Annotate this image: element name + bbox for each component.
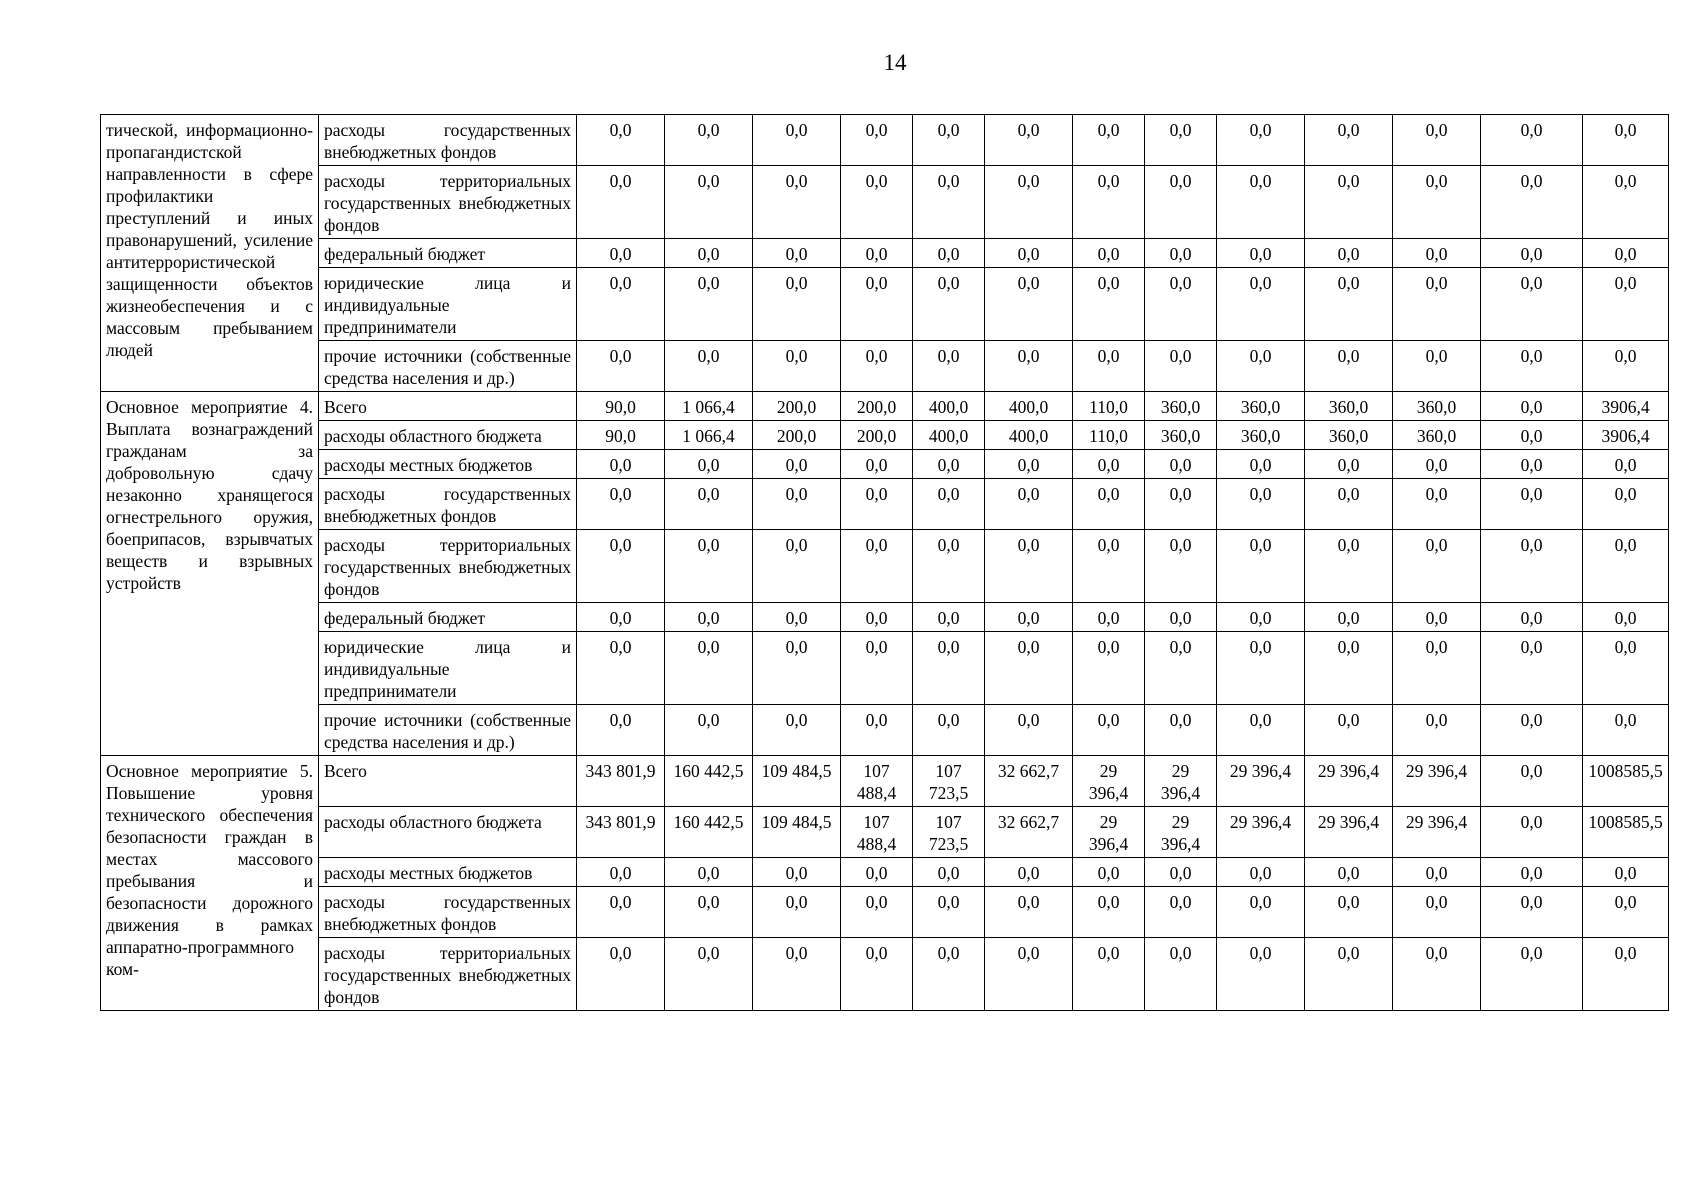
funding-source: расходы государственных внебюджетных фондов bbox=[319, 479, 577, 530]
amount-cell: 0,0 bbox=[577, 705, 665, 756]
page-number: 14 bbox=[883, 50, 907, 75]
amount-cell: 0,0 bbox=[753, 239, 841, 268]
amount-cell: 0,0 bbox=[753, 705, 841, 756]
amount-cell: 0,0 bbox=[1145, 887, 1217, 938]
amount-cell: 0,0 bbox=[913, 632, 985, 705]
amount-cell: 29 396,4 bbox=[1393, 807, 1481, 858]
funding-source: расходы территориальных государственных внебюджетных фондов bbox=[319, 166, 577, 239]
amount-cell: 0,0 bbox=[1583, 603, 1669, 632]
amount-cell: 0,0 bbox=[753, 938, 841, 1011]
amount-cell: 0,0 bbox=[985, 115, 1073, 166]
amount-cell: 0,0 bbox=[1393, 887, 1481, 938]
table-row bbox=[101, 530, 1669, 603]
amount-cell: 0,0 bbox=[1073, 115, 1145, 166]
amount-cell: 0,0 bbox=[1145, 938, 1217, 1011]
amount-cell: 0,0 bbox=[913, 239, 985, 268]
amount-cell: 0,0 bbox=[1305, 239, 1393, 268]
amount-cell: 0,0 bbox=[913, 268, 985, 341]
amount-cell: 0,0 bbox=[577, 268, 665, 341]
amount-cell: 0,0 bbox=[1583, 530, 1669, 603]
amount-cell: 109 484,5 bbox=[753, 756, 841, 807]
amount-cell: 0,0 bbox=[985, 450, 1073, 479]
amount-cell: 0,0 bbox=[1073, 166, 1145, 239]
amount-cell: 0,0 bbox=[1393, 632, 1481, 705]
amount-cell: 160 442,5 bbox=[665, 807, 753, 858]
amount-cell: 0,0 bbox=[1583, 479, 1669, 530]
amount-cell: 1008585,5 bbox=[1583, 807, 1669, 858]
amount-cell: 0,0 bbox=[1217, 450, 1305, 479]
amount-cell: 0,0 bbox=[913, 858, 985, 887]
amount-cell: 0,0 bbox=[665, 938, 753, 1011]
amount-cell: 0,0 bbox=[1073, 268, 1145, 341]
amount-cell: 3906,4 bbox=[1583, 421, 1669, 450]
amount-cell: 400,0 bbox=[913, 392, 985, 421]
amount-cell: 109 484,5 bbox=[753, 807, 841, 858]
amount-cell: 200,0 bbox=[753, 392, 841, 421]
amount-cell: 0,0 bbox=[841, 530, 913, 603]
amount-cell: 107 723,5 bbox=[913, 807, 985, 858]
amount-cell: 0,0 bbox=[1145, 115, 1217, 166]
amount-cell: 0,0 bbox=[1481, 115, 1583, 166]
amount-cell: 0,0 bbox=[1481, 887, 1583, 938]
amount-cell: 90,0 bbox=[577, 421, 665, 450]
amount-cell: 107 488,4 bbox=[841, 807, 913, 858]
amount-cell: 0,0 bbox=[1481, 530, 1583, 603]
table-row bbox=[101, 268, 1669, 341]
amount-cell: 110,0 bbox=[1073, 392, 1145, 421]
amount-cell: 0,0 bbox=[1583, 268, 1669, 341]
table-row bbox=[101, 858, 1669, 887]
amount-cell: 0,0 bbox=[1217, 632, 1305, 705]
amount-cell: 0,0 bbox=[577, 479, 665, 530]
amount-cell: 0,0 bbox=[913, 530, 985, 603]
table-row bbox=[101, 341, 1669, 392]
amount-cell: 0,0 bbox=[913, 887, 985, 938]
amount-cell: 0,0 bbox=[1583, 450, 1669, 479]
amount-cell: 0,0 bbox=[1305, 938, 1393, 1011]
amount-cell: 0,0 bbox=[1145, 603, 1217, 632]
table-row bbox=[101, 938, 1669, 1011]
amount-cell: 0,0 bbox=[665, 166, 753, 239]
amount-cell: 0,0 bbox=[577, 858, 665, 887]
table-row bbox=[101, 450, 1669, 479]
amount-cell: 400,0 bbox=[985, 421, 1073, 450]
amount-cell: 0,0 bbox=[1393, 450, 1481, 479]
funding-source: расходы территориальных государственных внебюджетных фондов bbox=[319, 938, 577, 1011]
amount-cell: 0,0 bbox=[1481, 341, 1583, 392]
table-row bbox=[101, 807, 1669, 858]
amount-cell: 29 396,4 bbox=[1073, 756, 1145, 807]
amount-cell: 0,0 bbox=[1217, 239, 1305, 268]
amount-cell: 0,0 bbox=[1305, 450, 1393, 479]
amount-cell: 1 066,4 bbox=[665, 392, 753, 421]
amount-cell: 0,0 bbox=[1073, 479, 1145, 530]
amount-cell: 0,0 bbox=[753, 887, 841, 938]
amount-cell: 343 801,9 bbox=[577, 756, 665, 807]
amount-cell: 0,0 bbox=[1217, 705, 1305, 756]
funding-source: расходы областного бюджета bbox=[319, 807, 577, 858]
amount-cell: 0,0 bbox=[1481, 239, 1583, 268]
amount-cell: 0,0 bbox=[577, 341, 665, 392]
amount-cell: 0,0 bbox=[753, 479, 841, 530]
amount-cell: 32 662,7 bbox=[985, 756, 1073, 807]
amount-cell: 0,0 bbox=[1305, 887, 1393, 938]
amount-cell: 0,0 bbox=[913, 341, 985, 392]
amount-cell: 0,0 bbox=[1393, 603, 1481, 632]
amount-cell: 360,0 bbox=[1305, 421, 1393, 450]
amount-cell: 0,0 bbox=[1073, 239, 1145, 268]
amount-cell: 29 396,4 bbox=[1305, 756, 1393, 807]
amount-cell: 29 396,4 bbox=[1145, 756, 1217, 807]
funding-source: расходы местных бюджетов bbox=[319, 450, 577, 479]
amount-cell: 0,0 bbox=[1481, 392, 1583, 421]
amount-cell: 0,0 bbox=[1073, 341, 1145, 392]
amount-cell: 400,0 bbox=[913, 421, 985, 450]
amount-cell: 360,0 bbox=[1393, 392, 1481, 421]
funding-source: прочие источники (собственные средства населения и др.) bbox=[319, 705, 577, 756]
amount-cell: 0,0 bbox=[1583, 341, 1669, 392]
amount-cell: 400,0 bbox=[985, 392, 1073, 421]
amount-cell: 0,0 bbox=[985, 268, 1073, 341]
amount-cell: 0,0 bbox=[1305, 858, 1393, 887]
amount-cell: 0,0 bbox=[841, 632, 913, 705]
amount-cell: 0,0 bbox=[1583, 239, 1669, 268]
amount-cell: 3906,4 bbox=[1583, 392, 1669, 421]
funding-source: прочие источники (собственные средства населения и др.) bbox=[319, 341, 577, 392]
funding-source: расходы государственных внебюджетных фондов bbox=[319, 115, 577, 166]
amount-cell: 0,0 bbox=[753, 166, 841, 239]
amount-cell: 90,0 bbox=[577, 392, 665, 421]
amount-cell: 0,0 bbox=[841, 887, 913, 938]
amount-cell: 0,0 bbox=[1217, 530, 1305, 603]
amount-cell: 360,0 bbox=[1305, 392, 1393, 421]
amount-cell: 0,0 bbox=[753, 450, 841, 479]
amount-cell: 0,0 bbox=[753, 268, 841, 341]
amount-cell: 0,0 bbox=[1305, 166, 1393, 239]
amount-cell: 0,0 bbox=[841, 166, 913, 239]
amount-cell: 0,0 bbox=[1481, 450, 1583, 479]
amount-cell: 0,0 bbox=[1217, 887, 1305, 938]
funding-source: Всего bbox=[319, 756, 577, 807]
table-row bbox=[101, 421, 1669, 450]
amount-cell: 0,0 bbox=[1583, 632, 1669, 705]
amount-cell: 0,0 bbox=[665, 603, 753, 632]
financing-table bbox=[100, 114, 1669, 1011]
funding-source: расходы территориальных государственных внебюджетных фондов bbox=[319, 530, 577, 603]
amount-cell: 360,0 bbox=[1217, 392, 1305, 421]
amount-cell: 107 488,4 bbox=[841, 756, 913, 807]
amount-cell: 0,0 bbox=[1073, 858, 1145, 887]
amount-cell: 0,0 bbox=[985, 938, 1073, 1011]
amount-cell: 0,0 bbox=[1305, 341, 1393, 392]
amount-cell: 0,0 bbox=[985, 341, 1073, 392]
amount-cell: 0,0 bbox=[1145, 632, 1217, 705]
amount-cell: 0,0 bbox=[841, 239, 913, 268]
funding-source: федеральный бюджет bbox=[319, 239, 577, 268]
amount-cell: 29 396,4 bbox=[1217, 756, 1305, 807]
amount-cell: 1008585,5 bbox=[1583, 756, 1669, 807]
amount-cell: 0,0 bbox=[985, 530, 1073, 603]
amount-cell: 0,0 bbox=[1217, 603, 1305, 632]
amount-cell: 0,0 bbox=[1305, 479, 1393, 530]
amount-cell: 0,0 bbox=[1217, 268, 1305, 341]
amount-cell: 29 396,4 bbox=[1145, 807, 1217, 858]
funding-source: федеральный бюджет bbox=[319, 603, 577, 632]
amount-cell: 0,0 bbox=[1217, 341, 1305, 392]
amount-cell: 0,0 bbox=[985, 603, 1073, 632]
table-row bbox=[101, 705, 1669, 756]
amount-cell: 0,0 bbox=[1393, 166, 1481, 239]
table-row bbox=[101, 603, 1669, 632]
amount-cell: 0,0 bbox=[1481, 603, 1583, 632]
amount-cell: 0,0 bbox=[577, 938, 665, 1011]
amount-cell: 0,0 bbox=[1583, 938, 1669, 1011]
amount-cell: 0,0 bbox=[1305, 603, 1393, 632]
amount-cell: 32 662,7 bbox=[985, 807, 1073, 858]
table-row bbox=[101, 887, 1669, 938]
amount-cell: 0,0 bbox=[1393, 268, 1481, 341]
amount-cell: 0,0 bbox=[1305, 530, 1393, 603]
amount-cell: 0,0 bbox=[1073, 705, 1145, 756]
funding-source: юридические лица и индивидуальные предприниматели bbox=[319, 632, 577, 705]
amount-cell: 0,0 bbox=[1583, 887, 1669, 938]
amount-cell: 0,0 bbox=[1217, 166, 1305, 239]
amount-cell: 0,0 bbox=[1481, 756, 1583, 807]
amount-cell: 200,0 bbox=[841, 392, 913, 421]
amount-cell: 0,0 bbox=[1481, 705, 1583, 756]
amount-cell: 360,0 bbox=[1145, 421, 1217, 450]
amount-cell: 0,0 bbox=[665, 632, 753, 705]
amount-cell: 0,0 bbox=[1145, 268, 1217, 341]
amount-cell: 0,0 bbox=[985, 887, 1073, 938]
amount-cell: 0,0 bbox=[1217, 115, 1305, 166]
amount-cell: 0,0 bbox=[577, 166, 665, 239]
amount-cell: 0,0 bbox=[1583, 705, 1669, 756]
amount-cell: 0,0 bbox=[1481, 632, 1583, 705]
table-row bbox=[101, 392, 1669, 421]
funding-source: юридические лица и индивидуальные предприниматели bbox=[319, 268, 577, 341]
amount-cell: 29 396,4 bbox=[1393, 756, 1481, 807]
amount-cell: 0,0 bbox=[665, 530, 753, 603]
amount-cell: 0,0 bbox=[985, 705, 1073, 756]
amount-cell: 0,0 bbox=[913, 115, 985, 166]
amount-cell: 0,0 bbox=[665, 887, 753, 938]
amount-cell: 0,0 bbox=[1393, 341, 1481, 392]
amount-cell: 0,0 bbox=[1481, 268, 1583, 341]
amount-cell: 0,0 bbox=[913, 603, 985, 632]
amount-cell: 0,0 bbox=[1393, 115, 1481, 166]
amount-cell: 107 723,5 bbox=[913, 756, 985, 807]
amount-cell: 0,0 bbox=[1145, 341, 1217, 392]
amount-cell: 0,0 bbox=[841, 341, 913, 392]
amount-cell: 200,0 bbox=[753, 421, 841, 450]
amount-cell: 0,0 bbox=[913, 705, 985, 756]
amount-cell: 0,0 bbox=[1145, 705, 1217, 756]
activity-name: Основное мероприятие 4. Выплата вознаграждений гражданам за добровольную сдачу незаконно хранящегося огнестрельного оружия, боеприпасов, взрывчатых веществ и взрывных устройств bbox=[101, 392, 319, 756]
amount-cell: 0,0 bbox=[1393, 479, 1481, 530]
amount-cell: 0,0 bbox=[985, 166, 1073, 239]
activity-name: Основное мероприятие 5. Повышение уровня технического обеспечения безопасности граждан в местах массового пребывания и безопасности дорожного движения в рамках аппаратно-программного ком- bbox=[101, 756, 319, 1011]
amount-cell: 110,0 bbox=[1073, 421, 1145, 450]
amount-cell: 0,0 bbox=[913, 479, 985, 530]
amount-cell: 0,0 bbox=[577, 115, 665, 166]
amount-cell: 0,0 bbox=[753, 341, 841, 392]
amount-cell: 0,0 bbox=[1145, 479, 1217, 530]
amount-cell: 0,0 bbox=[841, 705, 913, 756]
table-row bbox=[101, 115, 1669, 166]
amount-cell: 29 396,4 bbox=[1305, 807, 1393, 858]
amount-cell: 0,0 bbox=[1393, 705, 1481, 756]
amount-cell: 0,0 bbox=[913, 450, 985, 479]
table-row bbox=[101, 166, 1669, 239]
amount-cell: 0,0 bbox=[577, 530, 665, 603]
amount-cell: 0,0 bbox=[985, 858, 1073, 887]
table-row bbox=[101, 756, 1669, 807]
amount-cell: 0,0 bbox=[1145, 858, 1217, 887]
amount-cell: 0,0 bbox=[1481, 858, 1583, 887]
amount-cell: 0,0 bbox=[1145, 239, 1217, 268]
amount-cell: 0,0 bbox=[1217, 858, 1305, 887]
amount-cell: 0,0 bbox=[577, 632, 665, 705]
amount-cell: 0,0 bbox=[753, 632, 841, 705]
amount-cell: 0,0 bbox=[1073, 450, 1145, 479]
amount-cell: 0,0 bbox=[1481, 166, 1583, 239]
amount-cell: 0,0 bbox=[577, 887, 665, 938]
amount-cell: 0,0 bbox=[841, 603, 913, 632]
amount-cell: 0,0 bbox=[577, 239, 665, 268]
amount-cell: 0,0 bbox=[841, 450, 913, 479]
amount-cell: 160 442,5 bbox=[665, 756, 753, 807]
amount-cell: 0,0 bbox=[1583, 858, 1669, 887]
amount-cell: 0,0 bbox=[753, 603, 841, 632]
amount-cell: 360,0 bbox=[1393, 421, 1481, 450]
amount-cell: 0,0 bbox=[1073, 938, 1145, 1011]
amount-cell: 343 801,9 bbox=[577, 807, 665, 858]
table-row bbox=[101, 479, 1669, 530]
amount-cell: 0,0 bbox=[1393, 239, 1481, 268]
amount-cell: 29 396,4 bbox=[1073, 807, 1145, 858]
amount-cell: 0,0 bbox=[665, 239, 753, 268]
amount-cell: 0,0 bbox=[665, 858, 753, 887]
amount-cell: 0,0 bbox=[1393, 858, 1481, 887]
amount-cell: 0,0 bbox=[1305, 115, 1393, 166]
amount-cell: 0,0 bbox=[1145, 166, 1217, 239]
table-row bbox=[101, 632, 1669, 705]
amount-cell: 0,0 bbox=[1481, 938, 1583, 1011]
amount-cell: 0,0 bbox=[841, 479, 913, 530]
amount-cell: 0,0 bbox=[753, 858, 841, 887]
amount-cell: 1 066,4 bbox=[665, 421, 753, 450]
amount-cell: 0,0 bbox=[577, 450, 665, 479]
amount-cell: 0,0 bbox=[1073, 603, 1145, 632]
amount-cell: 0,0 bbox=[985, 239, 1073, 268]
amount-cell: 0,0 bbox=[985, 479, 1073, 530]
amount-cell: 0,0 bbox=[665, 268, 753, 341]
amount-cell: 0,0 bbox=[665, 115, 753, 166]
amount-cell: 0,0 bbox=[1217, 938, 1305, 1011]
amount-cell: 0,0 bbox=[1393, 530, 1481, 603]
amount-cell: 0,0 bbox=[1217, 479, 1305, 530]
activity-name: тической, информационно-пропагандистской направленности в сфере профилактики преступлений и иных правонарушений, усиление антитеррористической защищенности объектов жизнеобеспечения и с массовым пребыванием людей bbox=[101, 115, 319, 392]
funding-source: Всего bbox=[319, 392, 577, 421]
amount-cell: 0,0 bbox=[1145, 530, 1217, 603]
funding-source: расходы государственных внебюджетных фондов bbox=[319, 887, 577, 938]
amount-cell: 360,0 bbox=[1145, 392, 1217, 421]
amount-cell: 0,0 bbox=[1481, 479, 1583, 530]
amount-cell: 0,0 bbox=[577, 603, 665, 632]
amount-cell: 360,0 bbox=[1217, 421, 1305, 450]
amount-cell: 0,0 bbox=[1073, 632, 1145, 705]
table-row bbox=[101, 239, 1669, 268]
amount-cell: 0,0 bbox=[1073, 530, 1145, 603]
amount-cell: 0,0 bbox=[1583, 115, 1669, 166]
amount-cell: 0,0 bbox=[1583, 166, 1669, 239]
amount-cell: 0,0 bbox=[1145, 450, 1217, 479]
amount-cell: 0,0 bbox=[665, 341, 753, 392]
amount-cell: 0,0 bbox=[985, 632, 1073, 705]
amount-cell: 0,0 bbox=[1305, 268, 1393, 341]
funding-source: расходы местных бюджетов bbox=[319, 858, 577, 887]
amount-cell: 0,0 bbox=[841, 938, 913, 1011]
amount-cell: 0,0 bbox=[841, 268, 913, 341]
amount-cell: 0,0 bbox=[841, 858, 913, 887]
amount-cell: 0,0 bbox=[665, 450, 753, 479]
funding-source: расходы областного бюджета bbox=[319, 421, 577, 450]
amount-cell: 0,0 bbox=[753, 115, 841, 166]
amount-cell: 0,0 bbox=[1481, 421, 1583, 450]
amount-cell: 0,0 bbox=[1073, 887, 1145, 938]
amount-cell: 0,0 bbox=[1305, 705, 1393, 756]
amount-cell: 29 396,4 bbox=[1217, 807, 1305, 858]
amount-cell: 0,0 bbox=[665, 479, 753, 530]
amount-cell: 0,0 bbox=[913, 938, 985, 1011]
amount-cell: 0,0 bbox=[841, 115, 913, 166]
amount-cell: 0,0 bbox=[1393, 938, 1481, 1011]
amount-cell: 0,0 bbox=[1481, 807, 1583, 858]
amount-cell: 0,0 bbox=[665, 705, 753, 756]
amount-cell: 0,0 bbox=[1305, 632, 1393, 705]
amount-cell: 200,0 bbox=[841, 421, 913, 450]
amount-cell: 0,0 bbox=[753, 530, 841, 603]
amount-cell: 0,0 bbox=[913, 166, 985, 239]
